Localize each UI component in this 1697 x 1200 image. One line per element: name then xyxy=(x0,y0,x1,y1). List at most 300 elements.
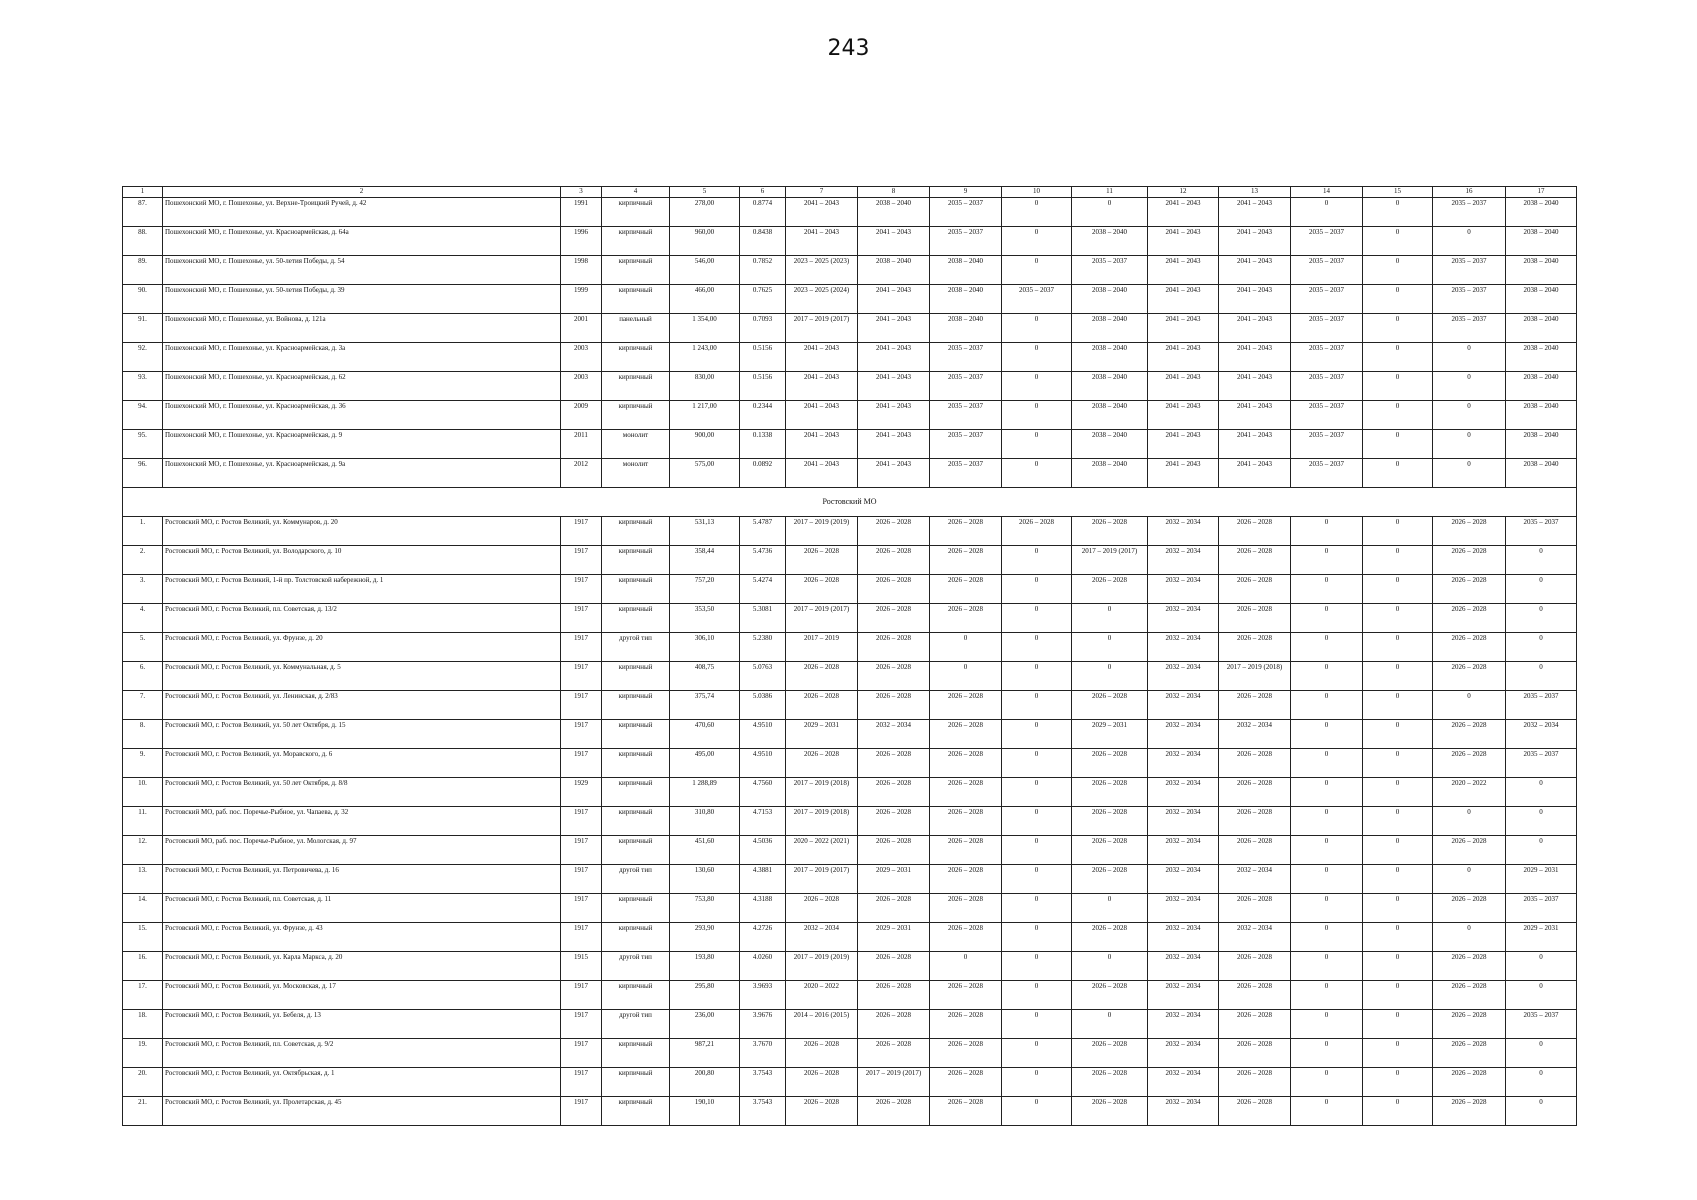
table-cell: 2026 – 2028 xyxy=(1219,1068,1291,1097)
table-cell: 2032 – 2034 xyxy=(1506,720,1577,749)
table-cell: Ростовский МО, г. Ростов Великий, ул. Пролетарская, д. 45 xyxy=(163,1097,561,1126)
table-cell: 15. xyxy=(123,923,163,952)
table-row xyxy=(123,401,1577,430)
table-cell: 5.4736 xyxy=(740,546,786,575)
table-cell: кирпичный xyxy=(602,1068,670,1097)
table-cell: 2038 – 2040 xyxy=(1072,314,1148,343)
table-cell: 2026 – 2028 xyxy=(786,546,858,575)
table-cell: 2035 – 2037 xyxy=(930,372,1002,401)
table-cell: 200,80 xyxy=(670,1068,740,1097)
table-row xyxy=(123,633,1577,662)
section-row xyxy=(123,488,1577,517)
table-cell: 2038 – 2040 xyxy=(1072,227,1148,256)
table-row xyxy=(123,720,1577,749)
table-cell: 3.9693 xyxy=(740,981,786,1010)
table-cell: 0.7852 xyxy=(740,256,786,285)
table-cell: Ростовский МО, г. Ростов Великий, ул. Коммунальная, д. 5 xyxy=(163,662,561,691)
table-cell: 0 xyxy=(1002,546,1072,575)
table-cell: 900,00 xyxy=(670,430,740,459)
table-cell: 2032 – 2034 xyxy=(1148,662,1219,691)
table-cell: кирпичный xyxy=(602,778,670,807)
table-cell: 2041 – 2043 xyxy=(858,343,930,372)
table-cell: 2041 – 2043 xyxy=(1148,372,1219,401)
table-cell: 0 xyxy=(1363,227,1433,256)
table-cell: 2041 – 2043 xyxy=(786,343,858,372)
table-cell: 2026 – 2028 xyxy=(1433,662,1506,691)
table-cell: 1917 xyxy=(561,749,602,778)
table-cell: 0 xyxy=(1363,198,1433,227)
table-cell: 0 xyxy=(1433,807,1506,836)
table-cell: 2032 – 2034 xyxy=(1148,1039,1219,1068)
table-cell: 12 xyxy=(1148,187,1219,198)
table-cell: 1999 xyxy=(561,285,602,314)
table-cell: Пошехонский МО, г. Пошехонье, ул. Верхне-Троицкий Ручей, д. 42 xyxy=(163,198,561,227)
housing-table xyxy=(122,186,1577,1126)
table-cell: 2032 – 2034 xyxy=(1219,720,1291,749)
table-cell: кирпичный xyxy=(602,343,670,372)
table-cell: 11. xyxy=(123,807,163,836)
table-cell: 0 xyxy=(1433,430,1506,459)
table-cell: 2041 – 2043 xyxy=(1148,314,1219,343)
table-cell: 2032 – 2034 xyxy=(1148,865,1219,894)
table-cell: 1917 xyxy=(561,546,602,575)
table-cell: Ростовский МО, г. Ростов Великий, ул. Ленинская, д. 2/83 xyxy=(163,691,561,720)
table-cell: 17 xyxy=(1506,187,1577,198)
table-cell: 0 xyxy=(1291,198,1363,227)
table-cell: 0 xyxy=(1363,1010,1433,1039)
table-cell: 0 xyxy=(1363,836,1433,865)
table-cell: 5.3081 xyxy=(740,604,786,633)
table-cell: 2014 – 2016 (2015) xyxy=(786,1010,858,1039)
table-cell: другой тип xyxy=(602,952,670,981)
table-cell: 2035 – 2037 xyxy=(930,430,1002,459)
table-cell: 0 xyxy=(1363,865,1433,894)
table-cell: 13. xyxy=(123,865,163,894)
table-cell: 6 xyxy=(740,187,786,198)
table-cell: 2041 – 2043 xyxy=(1219,430,1291,459)
table-cell: Пошехонский МО, г. Пошехонье, ул. Красноармейская, д. 9 xyxy=(163,430,561,459)
table-cell: 4. xyxy=(123,604,163,633)
table-cell: 2 xyxy=(163,187,561,198)
table-cell: 12. xyxy=(123,836,163,865)
table-cell: кирпичный xyxy=(602,517,670,546)
table-cell: 0 xyxy=(1291,952,1363,981)
table-cell: 0 xyxy=(1291,604,1363,633)
table-cell: 2026 – 2028 xyxy=(858,633,930,662)
table-cell: 466,00 xyxy=(670,285,740,314)
table-cell: 2017 – 2019 (2017) xyxy=(786,865,858,894)
table-cell: 2026 – 2028 xyxy=(930,1039,1002,1068)
table-cell: кирпичный xyxy=(602,836,670,865)
table-cell: 14 xyxy=(1291,187,1363,198)
table-cell: 2032 – 2034 xyxy=(1148,807,1219,836)
table-cell: Пошехонский МО, г. Пошехонье, ул. 50-летия Победы, д. 39 xyxy=(163,285,561,314)
table-cell: 2038 – 2040 xyxy=(1072,430,1148,459)
table-cell: 2026 – 2028 xyxy=(858,662,930,691)
table-cell: 0 xyxy=(1002,836,1072,865)
table-cell: 2038 – 2040 xyxy=(1072,285,1148,314)
table-cell: 1917 xyxy=(561,865,602,894)
table-row xyxy=(123,923,1577,952)
table-cell: 2026 – 2028 xyxy=(1072,1097,1148,1126)
table-cell: 0 xyxy=(930,952,1002,981)
table-cell: 2026 – 2028 xyxy=(1002,517,1072,546)
table-cell: 575,00 xyxy=(670,459,740,488)
table-cell: 2035 – 2037 xyxy=(1291,256,1363,285)
table-cell: 0 xyxy=(1363,778,1433,807)
table-cell: 2026 – 2028 xyxy=(1219,1097,1291,1126)
table-cell: 1917 xyxy=(561,720,602,749)
table-cell: 2026 – 2028 xyxy=(786,1097,858,1126)
table-cell: 2026 – 2028 xyxy=(858,749,930,778)
table-cell: 1 243,00 xyxy=(670,343,740,372)
table-cell: кирпичный xyxy=(602,1097,670,1126)
table-cell: 0 xyxy=(1433,923,1506,952)
table-cell: 91. xyxy=(123,314,163,343)
table-row xyxy=(123,952,1577,981)
table-cell: 2041 – 2043 xyxy=(1219,227,1291,256)
table-cell: 1915 xyxy=(561,952,602,981)
table-cell: 2032 – 2034 xyxy=(1148,778,1219,807)
table-cell: Ростовский МО, г. Ростов Великий, ул. Фрунзе, д. 43 xyxy=(163,923,561,952)
table-cell: 2038 – 2040 xyxy=(930,285,1002,314)
table-cell: 2026 – 2028 xyxy=(786,662,858,691)
table-cell: Ростовский МО, раб. пос. Поречье-Рыбное, ул. Чапаева, д. 32 xyxy=(163,807,561,836)
table-cell: 2026 – 2028 xyxy=(1072,1039,1148,1068)
table-cell: 2041 – 2043 xyxy=(858,285,930,314)
table-cell: 2026 – 2028 xyxy=(858,1010,930,1039)
table-cell: 0.0892 xyxy=(740,459,786,488)
table-cell: 753,80 xyxy=(670,894,740,923)
table-cell: Пошехонский МО, г. Пошехонье, ул. Красноармейская, д. 62 xyxy=(163,372,561,401)
table-row xyxy=(123,314,1577,343)
table-cell: 2017 – 2019 xyxy=(786,633,858,662)
table-cell: 0 xyxy=(1291,836,1363,865)
table-cell: 2035 – 2037 xyxy=(1506,691,1577,720)
table-cell: 0 xyxy=(1291,517,1363,546)
table-cell: 4.9510 xyxy=(740,720,786,749)
table-cell: 0 xyxy=(1363,633,1433,662)
table-cell: 0.8438 xyxy=(740,227,786,256)
table-cell: 2035 – 2037 xyxy=(1506,517,1577,546)
table-cell: панельный xyxy=(602,314,670,343)
page-number: 243 xyxy=(827,36,870,61)
table-cell: 0 xyxy=(1002,314,1072,343)
table-row xyxy=(123,459,1577,488)
table-cell: 2038 – 2040 xyxy=(1072,459,1148,488)
table-cell: 0 xyxy=(1363,1097,1433,1126)
table-cell: кирпичный xyxy=(602,691,670,720)
table-cell: Ростовский МО, г. Ростов Великий, ул. Карла Маркса, д. 20 xyxy=(163,952,561,981)
table-cell: 88. xyxy=(123,227,163,256)
table-cell: 0 xyxy=(1506,575,1577,604)
table-cell: 0 xyxy=(1363,923,1433,952)
table-cell: 2041 – 2043 xyxy=(1148,227,1219,256)
table-cell: 0 xyxy=(1291,807,1363,836)
table-cell: 2001 xyxy=(561,314,602,343)
table-cell: 3. xyxy=(123,575,163,604)
table-cell: 2026 – 2028 xyxy=(858,807,930,836)
table-cell: 1917 xyxy=(561,604,602,633)
table-cell: 2035 – 2037 xyxy=(1072,256,1148,285)
table-cell: 2032 – 2034 xyxy=(1219,865,1291,894)
table-cell: 2026 – 2028 xyxy=(930,865,1002,894)
table-cell: 2026 – 2028 xyxy=(1219,749,1291,778)
table-cell: 96. xyxy=(123,459,163,488)
table-cell: 0 xyxy=(1002,430,1072,459)
table-row xyxy=(123,1068,1577,1097)
table-cell: 0 xyxy=(1291,865,1363,894)
table-cell: 2032 – 2034 xyxy=(1148,691,1219,720)
table-cell: кирпичный xyxy=(602,923,670,952)
table-cell: 2035 – 2037 xyxy=(1291,459,1363,488)
table-cell: 2020 – 2022 (2021) xyxy=(786,836,858,865)
table-cell: 16 xyxy=(1433,187,1506,198)
table-cell: 0.5156 xyxy=(740,343,786,372)
table-cell: 0 xyxy=(1072,198,1148,227)
table-cell: 2026 – 2028 xyxy=(858,894,930,923)
table-cell: 0 xyxy=(1002,1097,1072,1126)
table-cell: 0.8774 xyxy=(740,198,786,227)
table-cell: 2032 – 2034 xyxy=(1148,1097,1219,1126)
table-cell: 14. xyxy=(123,894,163,923)
table-cell: 2038 – 2040 xyxy=(858,198,930,227)
table-cell: кирпичный xyxy=(602,401,670,430)
table-cell: 4.2726 xyxy=(740,923,786,952)
table-cell: 2041 – 2043 xyxy=(1148,256,1219,285)
table-cell: Ростовский МО, г. Ростов Великий, ул. Октябрьская, д. 1 xyxy=(163,1068,561,1097)
table-cell: 0 xyxy=(1433,459,1506,488)
table-cell: 3 xyxy=(561,187,602,198)
table-cell: 2032 – 2034 xyxy=(786,923,858,952)
table-row xyxy=(123,372,1577,401)
table-cell: 0 xyxy=(1002,343,1072,372)
column-number-row xyxy=(123,187,1577,198)
table-cell: 2032 – 2034 xyxy=(1148,1010,1219,1039)
table-cell: Ростовский МО, г. Ростов Великий, ул. Моравского, д. 6 xyxy=(163,749,561,778)
table-cell: 2026 – 2028 xyxy=(1072,1068,1148,1097)
table-cell: Пошехонский МО, г. Пошехонье, ул. 50-летия Победы, д. 54 xyxy=(163,256,561,285)
table-cell: 2032 – 2034 xyxy=(1148,517,1219,546)
table-cell: 1917 xyxy=(561,894,602,923)
table-cell: 0 xyxy=(1002,575,1072,604)
table-cell: кирпичный xyxy=(602,894,670,923)
table-cell: 0 xyxy=(1506,633,1577,662)
table-cell: Ростовский МО, г. Ростов Великий, ул. Володарского, д. 10 xyxy=(163,546,561,575)
table-cell: 353,50 xyxy=(670,604,740,633)
table-cell: 0.7625 xyxy=(740,285,786,314)
table-cell: 2017 – 2019 (2018) xyxy=(1219,662,1291,691)
section-title: Ростовский МО xyxy=(123,488,1577,517)
table-cell: 2035 – 2037 xyxy=(1506,894,1577,923)
table-cell: 0 xyxy=(1291,633,1363,662)
table-cell: 0.2344 xyxy=(740,401,786,430)
table-cell: 0 xyxy=(1002,198,1072,227)
table-cell: 2041 – 2043 xyxy=(858,459,930,488)
table-cell: 5. xyxy=(123,633,163,662)
table-cell: 2026 – 2028 xyxy=(1072,865,1148,894)
table-cell: 2035 – 2037 xyxy=(1433,198,1506,227)
table-cell: 0 xyxy=(1002,749,1072,778)
table-cell: 2026 – 2028 xyxy=(1072,923,1148,952)
table-cell: 0 xyxy=(1072,662,1148,691)
table-cell: 89. xyxy=(123,256,163,285)
table-cell: 2026 – 2028 xyxy=(786,691,858,720)
table-cell: 2038 – 2040 xyxy=(1506,198,1577,227)
table-cell: 2026 – 2028 xyxy=(858,1039,930,1068)
table-cell: 2026 – 2028 xyxy=(858,952,930,981)
table-cell: 295,80 xyxy=(670,981,740,1010)
table-cell: 0 xyxy=(1291,778,1363,807)
table-row xyxy=(123,894,1577,923)
table-cell: 2026 – 2028 xyxy=(858,604,930,633)
table-cell: 2020 – 2022 xyxy=(786,981,858,1010)
table-cell: 2026 – 2028 xyxy=(1433,720,1506,749)
table-cell: 2032 – 2034 xyxy=(1148,952,1219,981)
table-cell: 2017 – 2019 (2017) xyxy=(1072,546,1148,575)
table-cell: 0 xyxy=(1363,285,1433,314)
table-cell: 2026 – 2028 xyxy=(1219,604,1291,633)
table-cell: 2026 – 2028 xyxy=(1072,836,1148,865)
table-cell: 5.2380 xyxy=(740,633,786,662)
table-cell: 2026 – 2028 xyxy=(1219,1039,1291,1068)
table-cell: 0.7093 xyxy=(740,314,786,343)
table-cell: Ростовский МО, г. Ростов Великий, 1-й пр. Толстовской набережной, д. 1 xyxy=(163,575,561,604)
table-cell: 3.7543 xyxy=(740,1097,786,1126)
table-cell: 2026 – 2028 xyxy=(1433,575,1506,604)
table-cell: 0 xyxy=(1072,1010,1148,1039)
table-cell: 0 xyxy=(1363,1068,1433,1097)
table-cell: 2041 – 2043 xyxy=(1219,285,1291,314)
table-cell: 2026 – 2028 xyxy=(1433,633,1506,662)
table-cell: 408,75 xyxy=(670,662,740,691)
table-cell: другой тип xyxy=(602,865,670,894)
table-cell: 2017 – 2019 (2018) xyxy=(786,778,858,807)
table-cell: 2041 – 2043 xyxy=(1219,459,1291,488)
table-cell: 90. xyxy=(123,285,163,314)
table-row xyxy=(123,1010,1577,1039)
table-cell: 2026 – 2028 xyxy=(786,1068,858,1097)
table-cell: 2026 – 2028 xyxy=(930,923,1002,952)
table-cell: 0 xyxy=(1002,981,1072,1010)
table-cell: 0 xyxy=(1506,1068,1577,1097)
table-cell: 2026 – 2028 xyxy=(1219,894,1291,923)
table-cell: 0 xyxy=(930,633,1002,662)
table-cell: 2026 – 2028 xyxy=(930,778,1002,807)
table-cell: другой тип xyxy=(602,633,670,662)
table-cell: 2038 – 2040 xyxy=(1506,401,1577,430)
table-cell: 2041 – 2043 xyxy=(858,430,930,459)
table-cell: 2026 – 2028 xyxy=(786,894,858,923)
table-cell: кирпичный xyxy=(602,1039,670,1068)
table-cell: 2026 – 2028 xyxy=(858,1097,930,1126)
table-cell: 9. xyxy=(123,749,163,778)
table-cell: 2026 – 2028 xyxy=(930,604,1002,633)
table-cell: 2017 – 2019 (2019) xyxy=(786,517,858,546)
table-cell: 2038 – 2040 xyxy=(930,256,1002,285)
table-cell: 0 xyxy=(1072,894,1148,923)
table-cell: 1917 xyxy=(561,633,602,662)
table-cell: кирпичный xyxy=(602,285,670,314)
table-cell: 2. xyxy=(123,546,163,575)
table-cell: 278,00 xyxy=(670,198,740,227)
table-cell: Ростовский МО, г. Ростов Великий, ул. Московская, д. 17 xyxy=(163,981,561,1010)
table-cell: 2026 – 2028 xyxy=(930,1010,1002,1039)
table-cell: 3.9676 xyxy=(740,1010,786,1039)
table-cell: 0 xyxy=(1506,778,1577,807)
table-cell: 2017 – 2019 (2017) xyxy=(858,1068,930,1097)
table-cell: 0 xyxy=(1072,604,1148,633)
table-cell: кирпичный xyxy=(602,807,670,836)
table-cell: 2026 – 2028 xyxy=(1219,575,1291,604)
table-cell: 0.1338 xyxy=(740,430,786,459)
table-cell: 1917 xyxy=(561,575,602,604)
table-cell: 1917 xyxy=(561,923,602,952)
table-cell: 2026 – 2028 xyxy=(930,894,1002,923)
table-cell: 2026 – 2028 xyxy=(1433,517,1506,546)
table-cell: 2035 – 2037 xyxy=(1291,372,1363,401)
table-row xyxy=(123,227,1577,256)
table-cell: Ростовский МО, г. Ростов Великий, пл. Советская, д. 9/2 xyxy=(163,1039,561,1068)
table-cell: 987,21 xyxy=(670,1039,740,1068)
table-cell: 0 xyxy=(1363,604,1433,633)
table-cell: 2041 – 2043 xyxy=(1219,314,1291,343)
table-cell: 2038 – 2040 xyxy=(1506,285,1577,314)
table-cell: 4.3188 xyxy=(740,894,786,923)
table-cell: 2020 – 2022 xyxy=(1433,778,1506,807)
table-cell: 1917 xyxy=(561,1068,602,1097)
table-cell: 451,60 xyxy=(670,836,740,865)
table-cell: 8 xyxy=(858,187,930,198)
table-cell: 2026 – 2028 xyxy=(858,517,930,546)
table-cell: 7 xyxy=(786,187,858,198)
table-cell: 2041 – 2043 xyxy=(858,314,930,343)
table-cell: 0 xyxy=(1002,459,1072,488)
table-cell: 0 xyxy=(1291,720,1363,749)
table-cell: Ростовский МО, г. Ростов Великий, ул. Петровичева, д. 16 xyxy=(163,865,561,894)
table-cell: 960,00 xyxy=(670,227,740,256)
table-cell: 9 xyxy=(930,187,1002,198)
table-cell: 495,00 xyxy=(670,749,740,778)
table-cell: Ростовский МО, г. Ростов Великий, ул. Фрунзе, д. 20 xyxy=(163,633,561,662)
table-cell: кирпичный xyxy=(602,198,670,227)
table-cell: 0 xyxy=(1506,952,1577,981)
table-cell: 2038 – 2040 xyxy=(1072,372,1148,401)
table-cell: 94. xyxy=(123,401,163,430)
table-cell: 4 xyxy=(602,187,670,198)
table-cell: 2032 – 2034 xyxy=(1219,923,1291,952)
table-cell: 2035 – 2037 xyxy=(930,198,1002,227)
table-cell: 2003 xyxy=(561,343,602,372)
table-cell: 2032 – 2034 xyxy=(1148,894,1219,923)
table-cell: 2026 – 2028 xyxy=(786,1039,858,1068)
table-cell: кирпичный xyxy=(602,575,670,604)
table-cell: 2041 – 2043 xyxy=(1148,430,1219,459)
table-cell: 2026 – 2028 xyxy=(930,1068,1002,1097)
table-cell: 21. xyxy=(123,1097,163,1126)
table-cell: Пошехонский МО, г. Пошехонье, ул. Красноармейская, д. 36 xyxy=(163,401,561,430)
table-row xyxy=(123,256,1577,285)
table-cell: 0 xyxy=(1433,343,1506,372)
table-cell: 358,44 xyxy=(670,546,740,575)
table-cell: 2029 – 2031 xyxy=(858,865,930,894)
table-cell: кирпичный xyxy=(602,604,670,633)
table-cell: 0 xyxy=(1363,256,1433,285)
table-cell: Пошехонский МО, г. Пошехонье, ул. Войнова, д. 121а xyxy=(163,314,561,343)
table-cell: 0 xyxy=(1291,575,1363,604)
table-cell: 2032 – 2034 xyxy=(1148,981,1219,1010)
table-row xyxy=(123,691,1577,720)
